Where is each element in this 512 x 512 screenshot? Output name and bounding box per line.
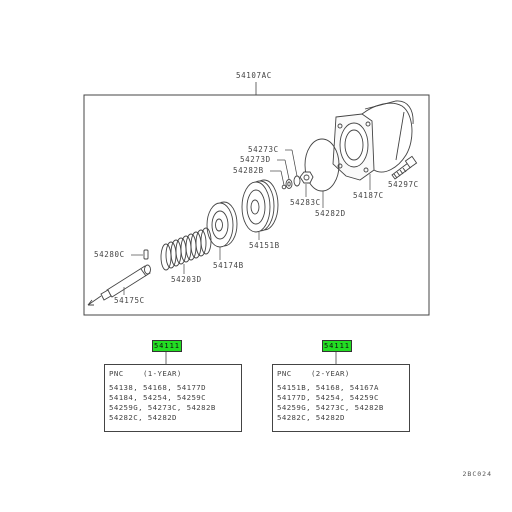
kit-1-line-2: 54184, 54254, 54259C	[109, 393, 206, 402]
kit-1-line-4: 54282C, 54282D	[109, 413, 177, 422]
kit-2-line-3: 54259G, 54273C, 54282B	[277, 403, 384, 412]
label-54282D: 54282D	[315, 209, 346, 218]
kit-box-2	[272, 364, 410, 432]
pin-part	[144, 250, 148, 259]
label-54283C: 54283C	[290, 198, 321, 207]
label-54273D: 54273D	[240, 155, 271, 164]
kit-2-line-2: 54177D, 54254, 54259C	[277, 393, 379, 402]
label-54203D: 54203D	[171, 275, 202, 284]
label-54297C: 54297C	[388, 180, 419, 189]
label-54273C: 54273C	[248, 145, 279, 154]
label-54280C: 54280C	[94, 250, 125, 259]
kit-2-line-4: 54282C, 54282D	[277, 413, 345, 422]
label-54174B: 54174B	[213, 261, 244, 270]
kit-tag-1: 54111	[153, 342, 181, 350]
figure-code: 2BC024	[462, 470, 492, 478]
kit-1-header: PNC (1-YEAR)	[109, 369, 182, 378]
label-54282B: 54282B	[233, 166, 264, 175]
washer-parts	[282, 176, 300, 189]
hub-part	[207, 202, 237, 247]
assembly-label: 54107AC	[236, 71, 272, 80]
spring-part	[161, 228, 211, 270]
kit-1-line-3: 54259G, 54273C, 54282B	[109, 403, 216, 412]
label-54187C: 54187C	[353, 191, 384, 200]
nut-part	[300, 172, 313, 183]
label-54151B: 54151B	[249, 241, 280, 250]
kit-2-line-1: 54151B, 54168, 54167A	[277, 383, 379, 392]
label-54175C: 54175C	[114, 296, 145, 305]
kit-tag-2: 54111	[323, 342, 351, 350]
kit-1-line-1: 54138, 54168, 54177D	[109, 383, 206, 392]
pulley-part	[242, 180, 278, 232]
kit-box-1	[104, 364, 242, 432]
kit-2-header: PNC (2-YEAR)	[277, 369, 350, 378]
